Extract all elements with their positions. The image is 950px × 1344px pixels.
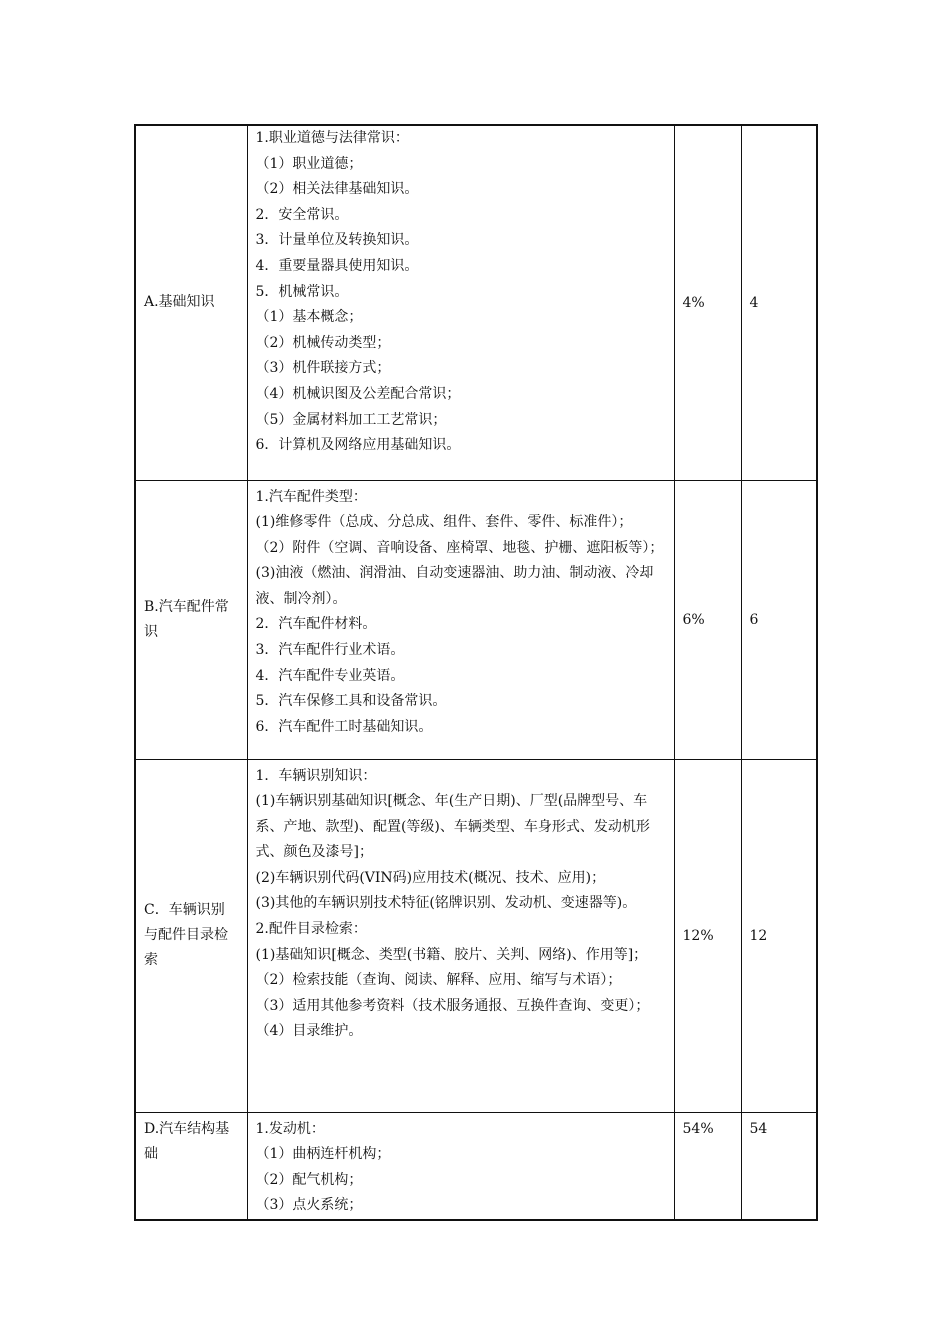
table-row bbox=[135, 125, 817, 480]
content-line: 3．计量单位及转换知识。 bbox=[255, 232, 419, 249]
content-line: （5）金属材料加工工艺常识； bbox=[255, 411, 447, 428]
table-row bbox=[135, 1112, 817, 1220]
item-count: 54 bbox=[741, 1112, 817, 1220]
table-row bbox=[135, 759, 817, 1112]
item-count: 12 bbox=[741, 759, 817, 1112]
content-line: 4．重要量器具使用知识。 bbox=[255, 257, 419, 274]
content-line: 1.汽车配件类型： bbox=[255, 488, 367, 505]
content-line: 2．汽车配件材料。 bbox=[255, 616, 377, 633]
content-line: (3)其他的车辆识别技术特征(铭牌识别、发动机、变速器等)。 bbox=[255, 895, 637, 912]
content-line: (1)维修零件（总成、分总成、组件、套件、零件、标准件）； bbox=[255, 514, 633, 531]
syllabus-table bbox=[134, 124, 818, 1221]
content-line: （3）点火系统； bbox=[255, 1197, 363, 1214]
content-line: 5．机械常识。 bbox=[255, 283, 349, 300]
content-line: （2）检索技能（查询、阅读、解释、应用、缩写与术语）； bbox=[255, 972, 622, 989]
knowledge-area: C．车辆识别与配件目录检索 bbox=[135, 759, 247, 1112]
content-line: 5．汽车保修工具和设备常识。 bbox=[255, 693, 447, 710]
weight-percent: 4% bbox=[674, 125, 741, 480]
table-row bbox=[135, 480, 817, 759]
knowledge-area: B.汽车配件常识 bbox=[135, 480, 247, 759]
knowledge-content bbox=[247, 1112, 674, 1220]
content-line: （1）职业道德； bbox=[255, 155, 363, 172]
content-line: (3)油液（燃油、润滑油、自动变速器油、助力油、制动液、冷却液、制冷剂）。 bbox=[255, 565, 654, 607]
item-count: 6 bbox=[741, 480, 817, 759]
content-line: （2）相关法律基础知识。 bbox=[255, 181, 419, 198]
content-line: 2．安全常识。 bbox=[255, 206, 349, 223]
knowledge-area: A.基础知识 bbox=[135, 125, 247, 480]
content-line: 2.配件目录检索： bbox=[255, 921, 367, 938]
content-line: （2）机械传动类型； bbox=[255, 334, 391, 351]
content-line: （1）曲柄连杆机构； bbox=[255, 1146, 391, 1163]
knowledge-content bbox=[247, 759, 674, 1112]
content-line: 6．汽车配件工时基础知识。 bbox=[255, 718, 433, 735]
content-line: 1.发动机： bbox=[255, 1120, 325, 1137]
content-line: （3）适用其他参考资料（技术服务通报、互换件查询、变更）； bbox=[255, 997, 650, 1014]
knowledge-content bbox=[247, 480, 674, 759]
content-line: 1．车辆识别知识： bbox=[255, 767, 377, 784]
weight-percent: 12% bbox=[674, 759, 741, 1112]
content-line: 3．汽车配件行业术语。 bbox=[255, 642, 405, 659]
content-line: (1)车辆识别基础知识[概念、年(生产日期)、厂型(品牌型号、车系、产地、款型)、配置(等级)、车辆类型、车身形式、发动机形式、颜色及漆号]； bbox=[255, 793, 650, 861]
item-count: 4 bbox=[741, 125, 817, 480]
weight-percent: 54% bbox=[674, 1112, 741, 1220]
knowledge-area: D.汽车结构基础 bbox=[135, 1112, 247, 1220]
content-line: （1）基本概念； bbox=[255, 309, 363, 326]
weight-percent: 6% bbox=[674, 480, 741, 759]
content-line: （4）目录维护。 bbox=[255, 1023, 363, 1040]
content-line: （3）机件联接方式； bbox=[255, 360, 391, 377]
content-line: 4．汽车配件专业英语。 bbox=[255, 667, 405, 684]
content-line: 6．计算机及网络应用基础知识。 bbox=[255, 437, 461, 454]
content-line: (2)车辆识别代码(VIN码)应用技术(概况、技术、应用)； bbox=[255, 869, 606, 886]
content-line: 1.职业道德与法律常识： bbox=[255, 130, 409, 146]
content-line: （2）附件（空调、音响设备、座椅罩、地毯、护栅、遮阳板等）； bbox=[255, 539, 664, 556]
content-line: （2）配气机构； bbox=[255, 1171, 363, 1188]
content-line: (1)基础知识[概念、类型(书籍、胶片、关判、网络)、作用等]； bbox=[255, 946, 648, 963]
knowledge-content bbox=[247, 125, 674, 480]
content-line: （4）机械识图及公差配合常识； bbox=[255, 385, 461, 402]
